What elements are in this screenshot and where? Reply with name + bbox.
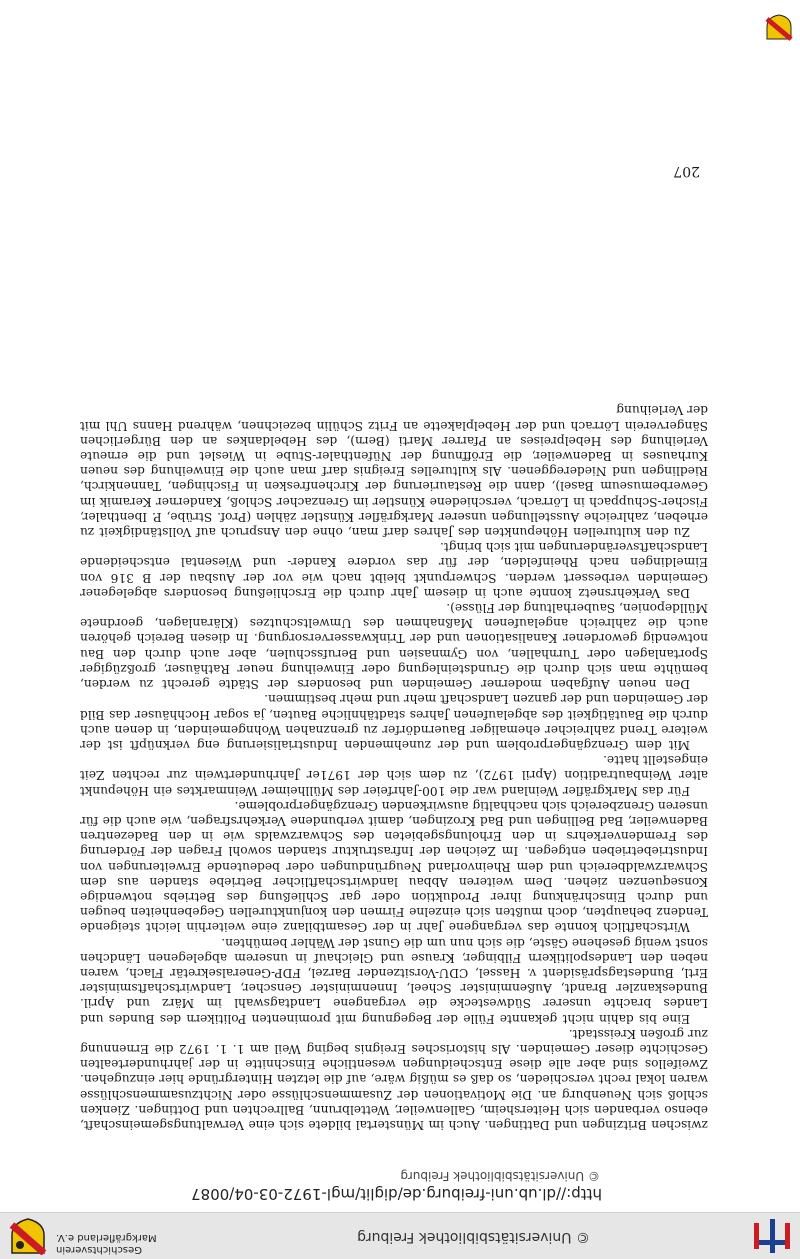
article-paragraph: Den neuen Aufgaben moderner Gemeinden und besonders der Städte gerecht zu werden, bemühte man sich durch die Grundsteinlegung oder Einweihung neuer Rathäuser, großzügiger Sportanlagen oder Turnhallen, von Gymnasien und Berufsschulen, aber auch durch den Bau notwendig gewordener Kanalisationen und der Trinkwasserversorgung. In diesen Bereich gehören auch die zahlreich angelaufenen Maßnahmen des Umweltschutzes (Kläranlagen, geordnete Mülldeponien, Sauberhaltung der Flüsse). — [80, 601, 708, 692]
viewer-header-bar — [0, 1212, 800, 1259]
article-paragraph: Eine bis dahin nicht gekannte Fülle der Begegnung mit prominenten Politikern des Bundes und Landes brachte unserer Südwestecke die vergangene Landtagswahl im März und April. Bundeskanzler Brandt, Außenminister Scheel, Innenminister Genscher, Landwirtschaftsminister Ertl, Bundestagspräsident v. Hassel, CDU-Vorsitzender Barzel, FDP-Generalsekretär Flach, waren neben den Landespolitikern Filbinger, Krause und Gleichauf in unserem abgelegenen Ländchen sonst wenig gesehene Gäste, die sich nun um die Gunst der Wähler bemühten. — [80, 935, 708, 1026]
article-paragraph: Zu den kulturellen Höhepunkten des Jahres darf man, ohne den Anspruch auf Vollständigkeit zu erheben, zahlreiche Ausstellungen unserer Markgräfler Künstler zählen (Prof. Strübe, P. Ibenthaler, Fischer-Schuppach in Lörrach, verschiedene Künstler im Grenzacher Schloß, Kanderner Keramik im Gewerbemuseum Basel), dann die Restaurierung der Kirchenfresken in Fischingen, Tannenkirch, Riedlingen und Niedereggenen. Als kulturelles Ereignis darf man auch die Einweihung des neuen Kurhauses in Badenweiler, die Eröffnung der Nüfenthaler-Stube in Wieslet und die erneute Verleihung des Hebelpreises an Pfarrer Marti (Bern), des Hebeldankes an den Bürgerlichen Sängerverein Lörrach und der Hebelplakette an Fritz Schülin bezeichnen, während Hanns Uhl mit der Verleihung — [80, 403, 708, 540]
page-number: 207 — [673, 163, 700, 179]
society-name-line2: Markgräflerland e.V. — [56, 1232, 157, 1243]
article-paragraph: Mit dem Grenzgängerproblem und der zunehmenden Industrialisierung eng verknüpft ist der weitere Trend zahlreicher ehemaliger Bauerndörfer zu grenznahen Wohngemeinden, in denen auch durch die Bautätigkeit des abgelaufenen Jahres stadtähnliche Bauten, ja sogar Hochhäuser das Bild der Gemeinden und der ganzen Landschaft mehr und mehr bestimmen. — [80, 692, 708, 752]
article-paragraph: Das Verkehrsnetz konnte auch in diesem Jahr durch die Erschließung besonders abgelegener Gemeinden verbessert werden. Schwerpunkt bleibt nach wie vor der Ausbau der B 316 von Eimeldingen nach Rheinfelden, der für das vordere Kander- und Wiesental entscheidende Landschaftsveränderungen mit sich bringt. — [80, 540, 708, 600]
document-url[interactable]: http://dl.ub.uni-freiburg.de/diglit/mgl-1972-03-04/0087 — [191, 1185, 602, 1203]
article-paragraph: Für das Markgräfler Weinland war die 100-Jahrfeier des Müllheimer Weinmarktes ein Höhepunkt alter Weinbautradition (April 1972), zu dem sich der 1971er Jahrhundertwein zur rechten Zeit eingestellt hatte. — [80, 753, 708, 798]
society-name-line1: Geschichtsverein — [56, 1244, 142, 1255]
article-body — [80, 402, 708, 1132]
article-paragraph: zwischen Britzingen und Dattingen. Auch im Münstertal bildete sich eine Verwaltungsgemeinschaft, ebenso verbanden sich Heitersheim, Gallenweiler, Wettelbrunn, Ballrechten und Dottingen. Zienken schloß sich Neuenburg an. Die Motivationen der Zusammenschlüsse oder Nichtzusammenschlüsse waren lokal recht verschieden, so daß es müßig wäre, auf die letzten Hintergründe hier einzugehen. Zweifellos sind aber alle diese Entscheidungen wesentliche Einschnitte in der jahrhundertealten Geschichte dieser Gemeinden. Als historisches Ereignis beging Weil am 1. 1. 1972 die Ernennung zur großen Kreisstadt. — [80, 1026, 708, 1132]
library-name: © Universitätsbibliothek Freiburg — [357, 1229, 590, 1245]
university-logo-icon[interactable] — [750, 1217, 794, 1255]
society-seal-icon[interactable] — [8, 1217, 48, 1255]
society-seal-small-icon — [764, 13, 794, 41]
article-paragraph: Wirtschaftlich konnte das vergangene Jahr in der Gesamtbilanz eine weiterhin leicht steigende Tendenz behaupten, doch mußten sich einzelne Firmen den konjunkturellen Gegebenheiten beugen und durch Einschränkung ihrer Produktion oder gar Schließung des Betriebs notwendige Konsequenzen ziehen. Dem weiteren Abbau landwirtschaftlicher Betriebe standen aus dem Schwarzwaldbereich und dem Rheinvorland Neugründungen oder bedeutende Erweiterungen von Industriebetrieben entgegen. Im Zeichen der Infrastruktur standen sowohl Fragen der Förderung des Fremdenverkehrs in den Erholungsgebieten des Schwarzwalds wie in den Badezentren Badenweiler, Bad Bellingen und Bad Krozingen, damit verbundene Verkehrsfragen, wie auch die für unseren Grenzbereich sich nachhaltig auswirkenden Grenzgängerprobleme. — [80, 798, 708, 935]
copyright-notice: © Universitätsbibliothek Freiburg — [400, 1169, 600, 1183]
society-name — [56, 1231, 157, 1255]
